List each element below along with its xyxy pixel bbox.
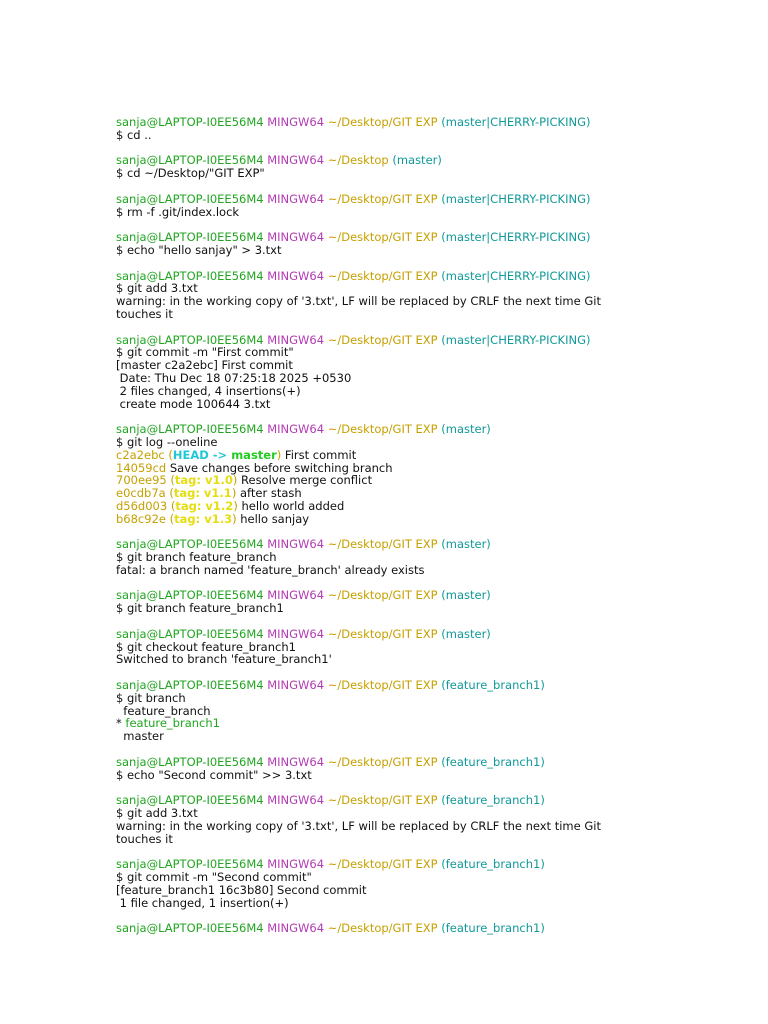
text-segment: $ git branch: [116, 690, 186, 705]
text-segment: First commit: [281, 447, 357, 462]
prompt-path: ~/Desktop/GIT EXP: [327, 857, 438, 872]
text-segment: b68c92e: [116, 511, 166, 526]
prompt-branch: (master): [392, 153, 442, 168]
output-line: [116, 653, 736, 666]
text-segment: warning: in the working copy of '3.txt', LF will be replaced by CRLF the next time Git: [116, 818, 601, 833]
text-segment: $ cd ~/Desktop/"GIT EXP": [116, 166, 265, 181]
text-segment: fatal: a branch named 'feature_branch' already exists: [116, 562, 425, 577]
command-block: [116, 116, 736, 142]
prompt-branch: (master|CHERRY-PICKING): [441, 230, 591, 245]
output-line: [116, 513, 736, 526]
prompt-line: [116, 679, 736, 692]
command-line: [116, 206, 736, 219]
prompt-user: sanja@LAPTOP-I0EE56M4: [116, 115, 264, 129]
prompt-branch: (master): [441, 422, 491, 437]
prompt-system: MINGW64: [267, 626, 325, 641]
prompt-line: [116, 922, 736, 935]
command-block: [116, 756, 736, 782]
prompt-path: ~/Desktop/GIT EXP: [327, 115, 438, 129]
prompt-branch: (master|CHERRY-PICKING): [441, 115, 591, 129]
text-segment: 14059cd: [116, 460, 167, 475]
text-segment: (: [166, 473, 175, 488]
prompt-branch: (feature_branch1): [441, 793, 545, 808]
prompt-path: ~/Desktop/GIT EXP: [327, 588, 438, 603]
prompt-path: ~/Desktop/GIT EXP: [327, 422, 438, 437]
prompt-system: MINGW64: [267, 332, 325, 347]
prompt-path: ~/Desktop/GIT EXP: [327, 921, 438, 936]
prompt-system: MINGW64: [267, 422, 325, 437]
prompt-path: ~/Desktop/GIT EXP: [327, 191, 438, 206]
output-line: [116, 308, 736, 321]
prompt-system: MINGW64: [267, 678, 325, 693]
output-line: [116, 398, 736, 411]
prompt-system: MINGW64: [267, 153, 325, 168]
text-segment: $ git add 3.txt: [116, 281, 198, 296]
text-segment: $ git add 3.txt: [116, 806, 198, 821]
prompt-system: MINGW64: [267, 230, 325, 245]
text-segment: (: [164, 447, 173, 462]
text-segment: warning: in the working copy of '3.txt', LF will be replaced by CRLF the next time Git: [116, 294, 601, 309]
prompt-user: sanja@LAPTOP-I0EE56M4: [116, 754, 264, 769]
text-segment: after stash: [236, 486, 302, 501]
prompt-line: [116, 116, 736, 129]
command-line: [116, 167, 736, 180]
prompt-path: ~/Desktop/GIT EXP: [327, 678, 438, 693]
text-segment: [master c2a2ebc] First commit: [116, 358, 293, 373]
command-block: [116, 794, 736, 845]
text-segment: $ git log --oneline: [116, 434, 218, 449]
prompt-path: ~/Desktop/GIT EXP: [327, 230, 438, 245]
command-block: [116, 628, 736, 666]
text-segment: 700ee95: [116, 473, 167, 488]
text-segment: feature_branch1: [125, 716, 220, 731]
prompt-path: ~/Desktop/GIT EXP: [327, 537, 438, 552]
command-block: [116, 679, 736, 743]
command-block: [116, 154, 736, 180]
prompt-user: sanja@LAPTOP-I0EE56M4: [116, 153, 264, 168]
prompt-path: ~/Desktop/GIT EXP: [327, 268, 438, 283]
prompt-system: MINGW64: [267, 857, 325, 872]
command-block: [116, 334, 736, 411]
text-segment: hello world added: [237, 498, 345, 513]
prompt-user: sanja@LAPTOP-I0EE56M4: [116, 537, 264, 552]
output-line: [116, 833, 736, 846]
prompt-system: MINGW64: [267, 754, 325, 769]
text-segment: touches it: [116, 831, 173, 846]
text-segment: e0cdb7a: [116, 486, 166, 501]
command-block: [116, 922, 736, 935]
command-block: [116, 538, 736, 576]
prompt-branch: (master|CHERRY-PICKING): [441, 332, 591, 347]
prompt-system: MINGW64: [267, 921, 325, 936]
text-segment: tag: v1.3: [174, 511, 233, 526]
text-segment: Date: Thu Dec 18 07:25:18 2025 +0530: [116, 370, 352, 385]
text-segment: $ git branch feature_branch: [116, 550, 277, 565]
prompt-path: ~/Desktop/GIT EXP: [327, 332, 438, 347]
text-segment: ): [276, 447, 282, 462]
prompt-system: MINGW64: [267, 268, 325, 283]
text-segment: $ echo "hello sanjay" > 3.txt: [116, 242, 282, 257]
prompt-user: sanja@LAPTOP-I0EE56M4: [116, 230, 264, 245]
prompt-user: sanja@LAPTOP-I0EE56M4: [116, 268, 264, 283]
prompt-branch: (master): [441, 537, 491, 552]
text-segment: (: [165, 511, 175, 526]
output-line: [116, 730, 736, 743]
output-line: [116, 820, 736, 833]
command-block: [116, 231, 736, 257]
prompt-user: sanja@LAPTOP-I0EE56M4: [116, 793, 264, 808]
prompt-system: MINGW64: [267, 191, 325, 206]
text-segment: touches it: [116, 306, 173, 321]
text-segment: ): [231, 486, 237, 501]
output-line: [116, 564, 736, 577]
prompt-path: ~/Desktop: [327, 153, 389, 168]
text-segment: d56d003: [116, 498, 168, 513]
text-segment: $ git checkout feature_branch1: [116, 639, 296, 654]
prompt-system: MINGW64: [267, 115, 325, 129]
prompt-user: sanja@LAPTOP-I0EE56M4: [116, 921, 264, 936]
prompt-branch: (feature_branch1): [441, 754, 545, 769]
prompt-path: ~/Desktop/GIT EXP: [327, 626, 438, 641]
text-segment: HEAD ->: [172, 447, 232, 462]
text-segment: (: [167, 498, 176, 513]
text-segment: ): [232, 473, 238, 488]
prompt-user: sanja@LAPTOP-I0EE56M4: [116, 678, 264, 693]
prompt-branch: (master|CHERRY-PICKING): [441, 191, 591, 206]
text-segment: create mode 100644 3.txt: [116, 396, 271, 411]
prompt-user: sanja@LAPTOP-I0EE56M4: [116, 191, 264, 206]
command-block: [116, 589, 736, 615]
prompt-path: ~/Desktop/GIT EXP: [327, 754, 438, 769]
text-segment: hello sanjay: [236, 511, 310, 526]
prompt-line: [116, 270, 736, 283]
text-segment: 1 file changed, 1 insertion(+): [116, 895, 289, 910]
terminal-output[interactable]: [116, 116, 736, 935]
text-segment: $ rm -f .git/index.lock: [116, 204, 240, 219]
text-segment: $ git branch feature_branch1: [116, 601, 284, 616]
prompt-user: sanja@LAPTOP-I0EE56M4: [116, 857, 264, 872]
prompt-user: sanja@LAPTOP-I0EE56M4: [116, 422, 264, 437]
command-line: [116, 769, 736, 782]
text-segment: tag: v1.2: [175, 498, 234, 513]
text-segment: $ cd ..: [116, 127, 152, 142]
prompt-user: sanja@LAPTOP-I0EE56M4: [116, 588, 264, 603]
prompt-system: MINGW64: [267, 793, 325, 808]
text-segment: master: [231, 447, 277, 462]
text-segment: feature_branch: [116, 703, 211, 718]
text-segment: ): [232, 511, 237, 526]
prompt-system: MINGW64: [267, 537, 325, 552]
text-segment: $ echo "Second commit" >> 3.txt: [116, 767, 312, 782]
prompt-branch: (master|CHERRY-PICKING): [441, 268, 591, 283]
text-segment: (: [165, 486, 174, 501]
text-segment: c2a2ebc: [116, 447, 165, 462]
prompt-user: sanja@LAPTOP-I0EE56M4: [116, 626, 264, 641]
text-segment: master: [116, 729, 164, 744]
text-segment: tag: v1.1: [173, 486, 232, 501]
prompt-system: MINGW64: [267, 588, 325, 603]
output-line: [116, 717, 736, 730]
text-segment: Save changes before switching branch: [166, 460, 393, 475]
text-segment: [feature_branch1 16c3b80] Second commit: [116, 882, 367, 897]
text-segment: ): [233, 498, 238, 513]
text-segment: 2 files changed, 4 insertions(+): [116, 383, 301, 398]
output-line: [116, 897, 736, 910]
prompt-path: ~/Desktop/GIT EXP: [327, 793, 438, 808]
command-block: [116, 270, 736, 321]
command-block: [116, 858, 736, 909]
command-line: [116, 244, 736, 257]
text-segment: $ git commit -m "Second commit": [116, 870, 312, 885]
prompt-branch: (feature_branch1): [441, 921, 545, 936]
command-block: [116, 423, 736, 525]
output-line: [116, 295, 736, 308]
command-line: [116, 602, 736, 615]
prompt-branch: (master): [441, 588, 491, 603]
text-segment: *: [116, 716, 126, 731]
text-segment: Resolve merge conflict: [237, 473, 373, 488]
prompt-branch: (feature_branch1): [441, 857, 545, 872]
text-segment: tag: v1.0: [174, 473, 233, 488]
prompt-line: [116, 794, 736, 807]
text-segment: $ git commit -m "First commit": [116, 345, 294, 360]
text-segment: Switched to branch 'feature_branch1': [116, 652, 332, 667]
command-line: [116, 129, 736, 142]
prompt-user: sanja@LAPTOP-I0EE56M4: [116, 332, 264, 347]
prompt-branch: (master): [441, 626, 491, 641]
prompt-branch: (feature_branch1): [441, 678, 545, 693]
command-block: [116, 193, 736, 219]
